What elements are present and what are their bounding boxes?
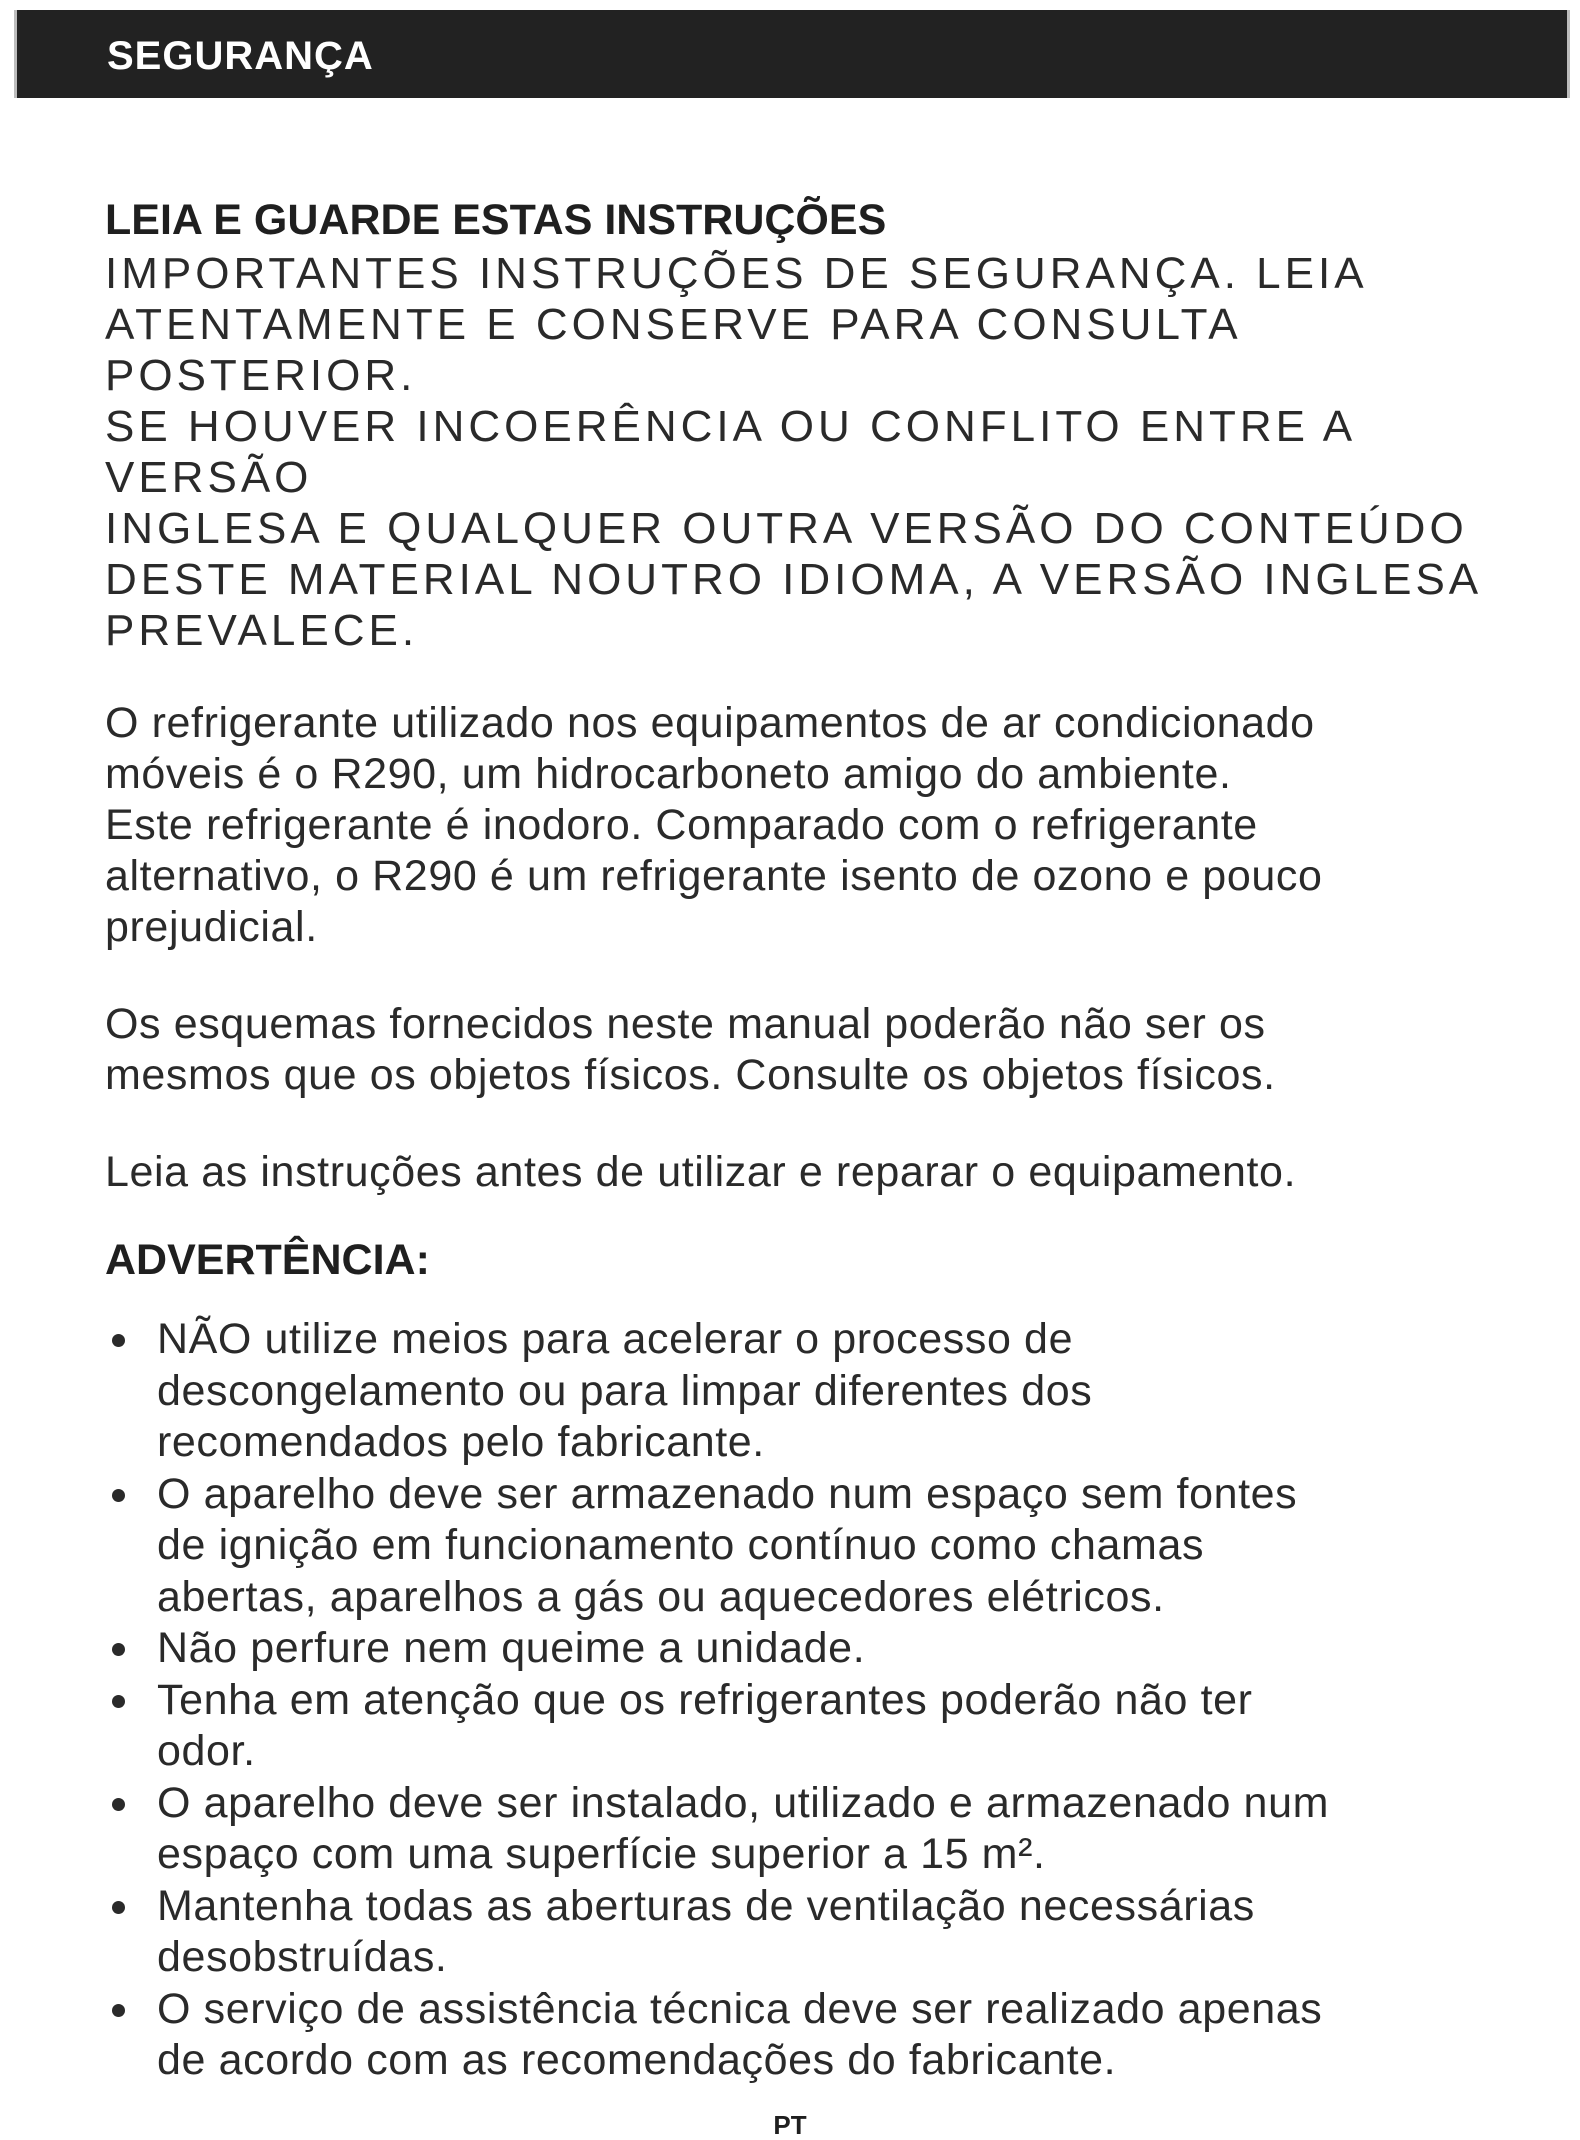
item-line: recomendados pelo fabricante.	[157, 1418, 765, 1466]
paragraph-line: Os esquemas fornecidos neste manual poderão não ser os	[105, 1000, 1266, 1048]
item-line: O aparelho deve ser instalado, utilizado e armazenado num	[157, 1778, 1329, 1827]
page-content	[105, 192, 1505, 2087]
bullet-icon	[112, 2004, 125, 2017]
notice-line: SE HOUVER INCOERÊNCIA OU CONFLITO ENTRE A VERSÃO	[105, 402, 1354, 502]
bullet-icon	[112, 1901, 125, 1914]
item-line: descongelamento ou para limpar diferentes dos	[157, 1366, 1093, 1415]
notice-line: PREVALECE.	[105, 606, 419, 655]
item-line: Tenha em atenção que os refrigerantes poderão não ter	[157, 1675, 1253, 1724]
bullet-icon	[112, 1798, 125, 1811]
section-header-title: SEGURANÇA	[107, 34, 374, 78]
paragraph-line: mesmos que os objetos físicos. Consulte os objetos físicos.	[105, 1051, 1276, 1099]
item-line: abertas, aparelhos a gás ou aquecedores elétricos.	[157, 1572, 1165, 1621]
notice-line: IMPORTANTES INSTRUÇÕES DE SEGURANÇA. LEIA	[105, 249, 1368, 298]
paragraph-line: móveis é o R290, um hidrocarboneto amigo do ambiente.	[105, 750, 1232, 798]
notice-line: ATENTAMENTE E CONSERVE PARA CONSULTA POSTERIOR.	[105, 300, 1240, 400]
item-line: desobstruídas.	[157, 1933, 448, 1981]
item-line: de acordo com as recomendações do fabricante.	[157, 2036, 1117, 2084]
item-line: espaço com uma superfície superior a 15 m².	[157, 1830, 1046, 1878]
warning-item	[105, 1314, 1505, 1469]
item-line: NÃO utilize meios para acelerar o processo de	[157, 1315, 1074, 1363]
bullet-icon	[112, 1643, 125, 1656]
warning-item	[105, 1469, 1505, 1624]
item-line: Mantenha todas as aberturas de ventilação necessárias	[157, 1881, 1255, 1930]
warning-item	[105, 1778, 1505, 1881]
item-line: odor.	[157, 1727, 256, 1775]
warning-heading: ADVERTÊNCIA:	[105, 1236, 430, 1284]
paragraph-line: prejudicial.	[105, 903, 318, 951]
item-line: Não perfure nem queime a unidade.	[157, 1624, 866, 1672]
paragraph-line: Este refrigerante é inodoro. Comparado com o refrigerante	[105, 801, 1258, 849]
instructions-heading: LEIA E GUARDE ESTAS INSTRUÇÕES	[105, 196, 887, 244]
read-instructions-paragraph	[105, 1147, 1505, 1198]
refrigerant-paragraph	[105, 698, 1505, 953]
important-safety-notice	[105, 248, 1505, 656]
section-header-bar	[14, 10, 1570, 98]
paragraph-line: alternativo, o R290 é um refrigerante isento de ozono e pouco	[105, 852, 1323, 900]
bullet-icon	[112, 1489, 125, 1502]
notice-line: INGLESA E QUALQUER OUTRA VERSÃO DO CONTEÚDO	[105, 504, 1468, 553]
paragraph-line: Leia as instruções antes de utilizar e reparar o equipamento.	[105, 1148, 1297, 1196]
bullet-icon	[112, 1695, 125, 1708]
schematics-paragraph	[105, 999, 1505, 1101]
warning-item	[105, 1675, 1505, 1778]
item-line: O serviço de assistência técnica deve ser realizado apenas	[157, 1984, 1323, 2033]
warning-item	[105, 1881, 1505, 1984]
notice-line: DESTE MATERIAL NOUTRO IDIOMA, A VERSÃO INGLESA	[105, 555, 1483, 604]
page-language-label: PT	[773, 2110, 807, 2140]
warning-item	[105, 1623, 1505, 1675]
warning-list	[105, 1314, 1505, 2087]
bullet-icon	[112, 1334, 125, 1347]
item-line: O aparelho deve ser armazenado num espaço sem fontes	[157, 1469, 1298, 1518]
item-line: de ignição em funcionamento contínuo como chamas	[157, 1521, 1205, 1569]
warning-item	[105, 1984, 1505, 2087]
paragraph-line: O refrigerante utilizado nos equipamentos de ar condicionado	[105, 699, 1315, 747]
